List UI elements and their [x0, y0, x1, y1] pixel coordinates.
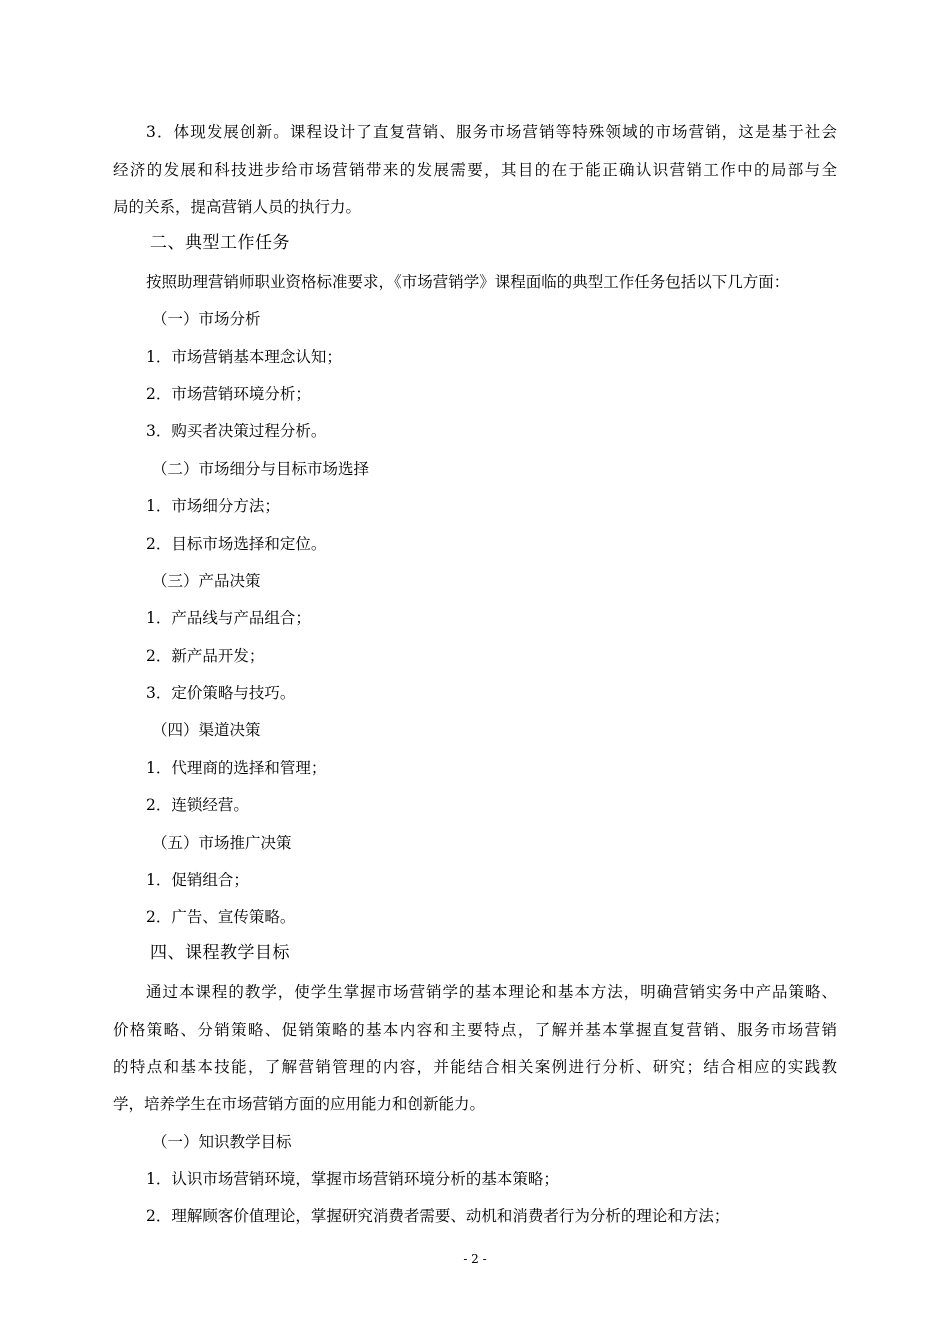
list-item: 2．广告、宣传策略。 [146, 908, 296, 926]
list-item: 1．认识市场营销环境，掌握市场营销环境分析的基本策略； [146, 1170, 559, 1188]
paragraph-line [146, 982, 837, 1002]
list-item: 1．市场营销基本理念认知； [146, 348, 342, 366]
list-item: 2．理解顾客价值理论，掌握研究消费者需要、动机和消费者行为分析的理论和方法； [146, 1207, 730, 1225]
paragraph-text: 经济的发展和科技进步给市场营销带来的发展需要，其目的在于能正确认识营销工作中的局部与全 [113, 161, 837, 179]
subsection-title: （一）市场分析 [152, 310, 261, 328]
paragraph-line: 局的关系，提高营销人员的执行力。 [113, 198, 362, 216]
paragraph-text: 3．体现发展创新。课程设计了直复营销、服务市场营销等特殊领域的市场营销，这是基于社会 [146, 123, 837, 141]
subsection-title: （二）市场细分与目标市场选择 [152, 460, 370, 478]
paragraph-line [113, 1057, 837, 1077]
page-number: - 2 - [463, 1252, 487, 1266]
paragraph-line [146, 122, 837, 142]
subsection-title: （三）产品决策 [152, 572, 261, 590]
list-item: 1．代理商的选择和管理； [146, 759, 327, 777]
paragraph-text: 价格策略、分销策略、促销策略的基本内容和主要特点，了解并基本掌握直复营销、服务市场营销 [113, 1021, 837, 1039]
list-item: 1．产品线与产品组合； [146, 609, 311, 627]
paragraph-line: 学，培养学生在市场营销方面的应用能力和创新能力。 [113, 1095, 486, 1113]
list-item: 2．新产品开发； [146, 647, 265, 665]
list-item: 1．市场细分方法； [146, 497, 280, 515]
intro-paragraph: 按照助理营销师职业资格标准要求，《市场营销学》课程面临的典型工作任务包括以下几方面： [146, 273, 790, 291]
subsection-title: （五）市场推广决策 [152, 834, 292, 852]
list-item: 3．定价策略与技巧。 [146, 684, 296, 702]
subsection-title: （四）渠道决策 [152, 721, 261, 739]
section-heading: 四、课程教学目标 [150, 943, 290, 963]
list-item: 2．连锁经营。 [146, 796, 249, 814]
paragraph-line [113, 160, 837, 180]
list-item: 2．市场营销环境分析； [146, 385, 311, 403]
list-item: 1．促销组合； [146, 871, 249, 889]
paragraph-line [113, 1020, 837, 1040]
subsection-title: （一）知识教学目标 [152, 1133, 292, 1151]
list-item: 3．购买者决策过程分析。 [146, 422, 327, 440]
paragraph-text: 的特点和基本技能，了解营销管理的内容，并能结合相关案例进行分析、研究；结合相应的实践教 [113, 1058, 837, 1076]
list-item: 2．目标市场选择和定位。 [146, 535, 327, 553]
section-heading: 二、典型工作任务 [150, 233, 290, 253]
paragraph-text: 通过本课程的教学，使学生掌握市场营销学的基本理论和基本方法，明确营销实务中产品策略、 [146, 983, 837, 1001]
